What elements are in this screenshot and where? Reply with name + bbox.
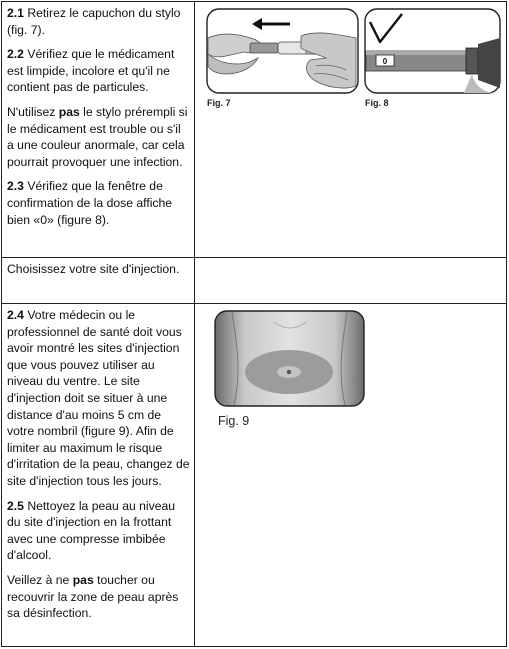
table-row	[2, 258, 506, 304]
step-2-2: 2.2 Vérifiez que le médicament est limpide, incolore et qu'il ne contient pas de particules.	[7, 47, 175, 95]
choose-site-text: Choisissez votre site d'injection.	[7, 262, 180, 276]
instructions-cell	[2, 2, 195, 257]
fig-7-label: Fig. 7	[207, 98, 231, 108]
table-row	[2, 2, 506, 258]
dose-window-value: 0	[382, 57, 388, 66]
instruction-table	[1, 1, 507, 647]
choose-site-cell	[2, 258, 195, 303]
step-2-1: 2.1 Retirez le capuchon du stylo (fig. 7).	[7, 6, 181, 37]
table-row	[2, 304, 506, 646]
figure-9-cell	[195, 304, 506, 646]
fig-8-label: Fig. 8	[365, 98, 389, 108]
abdomen-injection-zone-illustration	[214, 310, 365, 407]
disinfection-note: Veillez à ne pas toucher ou recouvrir la zone de peau après sa désinfection.	[7, 572, 179, 621]
fig-9-label: Fig. 9	[218, 414, 250, 428]
figures-cell	[195, 2, 506, 257]
step-2-5: 2.5 Nettoyez la peau au niveau du site d'injection en la frottant avec une compresse imbibée d'alcool.	[7, 498, 176, 563]
pen-cap-removal-illustration	[206, 8, 359, 94]
injection-site-instructions-cell	[2, 304, 195, 646]
step-2-4: 2.4 Votre médecin ou le professionnel de santé doit vous avoir montré les sites d'injection que vous pouvez utiliser au niveau du ventre. Le site d'injection doit se situer à une distance d'au moins 5 cm de votre nombril (figure 9). Afin de limiter au maximum le risque d'irritation de la peau, changez de site d'injection tous les jours.	[7, 308, 190, 488]
step-2-3: 2.3 Vérifiez que la fenêtre de confirmation de la dose affiche bien «0» (figure 8).	[7, 179, 173, 227]
warning-text: N'utilisez pas le stylo prérempli si le médicament est trouble ou s'il a une couleur anormale, car cela pourrait provoquer une infection.	[7, 104, 188, 169]
dose-window-illustration	[364, 8, 501, 94]
